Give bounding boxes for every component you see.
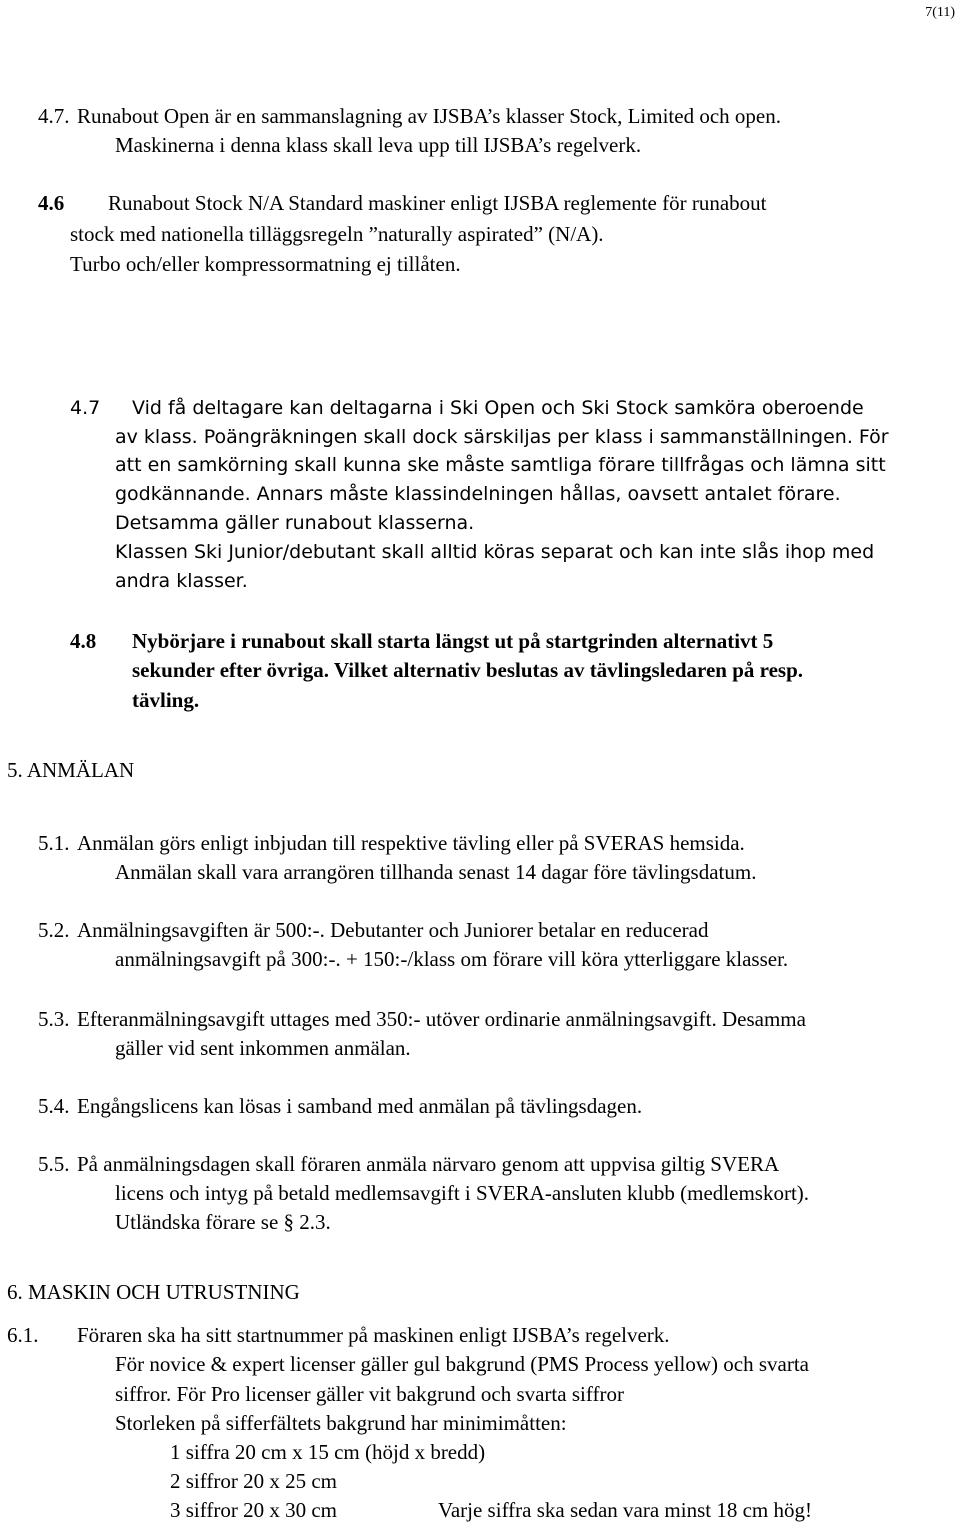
section-4-7b-number: 4.7 (70, 397, 101, 419)
section-4-7b-line-4: godkännande. Annars måste klassindelningen hållas, oavsett antalet förare. (115, 483, 841, 505)
size-2-siffror: 2 siffror 20 x 25 cm (170, 1469, 338, 1493)
heading-6: 6. MASKIN OCH UTRUSTNING (7, 1280, 300, 1304)
section-4-8-number: 4.8 (70, 629, 97, 653)
size-note: Varje siffra ska sedan vara minst 18 cm hög! (438, 1498, 813, 1522)
section-5-4-line-1: Engångslicens kan lösas i samband med anmälan på tävlingsdagen. (77, 1094, 643, 1118)
section-5-1-line-2: Anmälan skall vara arrangören tillhanda senast 14 dagar före tävlingsdatum. (115, 860, 757, 884)
section-4-7-number: 4.7. (38, 104, 70, 128)
heading-5: 5. ANMÄLAN (7, 758, 135, 782)
section-5-2-line-1: Anmälningsavgiften är 500:-. Debutanter och Juniorer betalar en reducerad (77, 918, 709, 942)
page-number: 7(11) (925, 5, 955, 20)
section-6-1-line-3: siffror. För Pro licenser gäller vit bakgrund och svarta siffror (115, 1382, 624, 1406)
section-6-1-line-4: Storleken på sifferfältets bakgrund har minimimåtten: (115, 1411, 567, 1435)
section-4-6-number: 4.6 (38, 191, 65, 215)
section-4-8-line-2: sekunder efter övriga. Vilket alternativ beslutas av tävlingsledaren på resp. (132, 658, 804, 682)
section-4-7b-line-6: Klassen Ski Junior/debutant skall alltid köras separat och kan inte slås ihop med (115, 541, 875, 563)
section-4-6-line-3: Turbo och/eller kompressormatning ej tillåten. (70, 252, 461, 276)
section-6-1-line-1: Föraren ska ha sitt startnummer på maskinen enligt IJSBA’s regelverk. (77, 1323, 670, 1347)
section-5-4-number: 5.4. (38, 1094, 70, 1118)
section-5-5-number: 5.5. (38, 1152, 70, 1176)
section-6-1-line-2: För novice & expert licenser gäller gul bakgrund (PMS Process yellow) och svarta (115, 1352, 809, 1376)
section-4-7-line-1-text (77, 106, 948, 127)
size-1-siffra: 1 siffra 20 cm x 15 cm (höjd x bredd) (170, 1440, 486, 1464)
section-4-7b-line-1: Vid få deltagare kan deltagarna i Ski Open och Ski Stock samköra oberoende (132, 397, 864, 419)
section-5-5-line-2: licens och intyg på betald medlemsavgift i SVERA-ansluten klubb (medlemskort). (115, 1181, 810, 1205)
section-4-8-line-3: tävling. (132, 688, 200, 712)
section-5-1-number: 5.1. (38, 831, 70, 855)
section-4-7b-line-3: att en samkörning skall kunna ske måste samtliga förare tillfrågas och lämna sitt (115, 454, 886, 476)
section-5-2-line-2: anmälningsavgift på 300:-. + 150:-/klass om förare vill köra ytterliggare klasser. (115, 947, 789, 971)
section-4-7b-line-5: Detsamma gäller runabout klasserna. (115, 512, 475, 534)
section-5-3-number: 5.3. (38, 1007, 70, 1031)
section-4-7-line-1-span: Runabout Open är en sammanslagning av IJSBA’s klasser Stock, Limited och open. (77, 104, 781, 128)
section-5-1-line-1: Anmälan görs enligt inbjudan till respektive tävling eller på SVERAS hemsida. (77, 831, 745, 855)
section-5-3-line-2: gäller vid sent inkommen anmälan. (115, 1036, 411, 1060)
section-4-7b-line-7: andra klasser. (115, 570, 248, 592)
section-5-2-number: 5.2. (38, 918, 70, 942)
section-5-5-line-1: På anmälningsdagen skall föraren anmäla närvaro genom att uppvisa giltig SVERA (77, 1152, 780, 1176)
section-5-3-line-1: Efteranmälningsavgift uttages med 350:- utöver ordinarie anmälningsavgift. Desamma (77, 1007, 806, 1031)
section-4-6-line-2: stock med nationella tilläggsregeln ”naturally aspirated” (N/A). (70, 222, 604, 246)
section-6-1-number: 6.1. (7, 1323, 39, 1347)
section-4-6-line-1: Runabout Stock N/A Standard maskiner enligt IJSBA reglemente för runabout (108, 191, 767, 215)
section-4-7b-line-2: av klass. Poängräkningen skall dock särskiljas per klass i sammanställningen. För (115, 426, 889, 448)
section-4-7-line-1 (77, 106, 948, 127)
section-4-7-line-2: Maskinerna i denna klass skall leva upp till IJSBA’s regelverk. (115, 133, 642, 157)
section-5-5-line-3: Utländska förare se § 2.3. (115, 1210, 331, 1234)
size-3-siffror: 3 siffror 20 x 30 cm (170, 1498, 338, 1522)
section-4-8-line-1: Nybörjare i runabout skall starta längst ut på startgrinden alternativt 5 (132, 629, 774, 653)
